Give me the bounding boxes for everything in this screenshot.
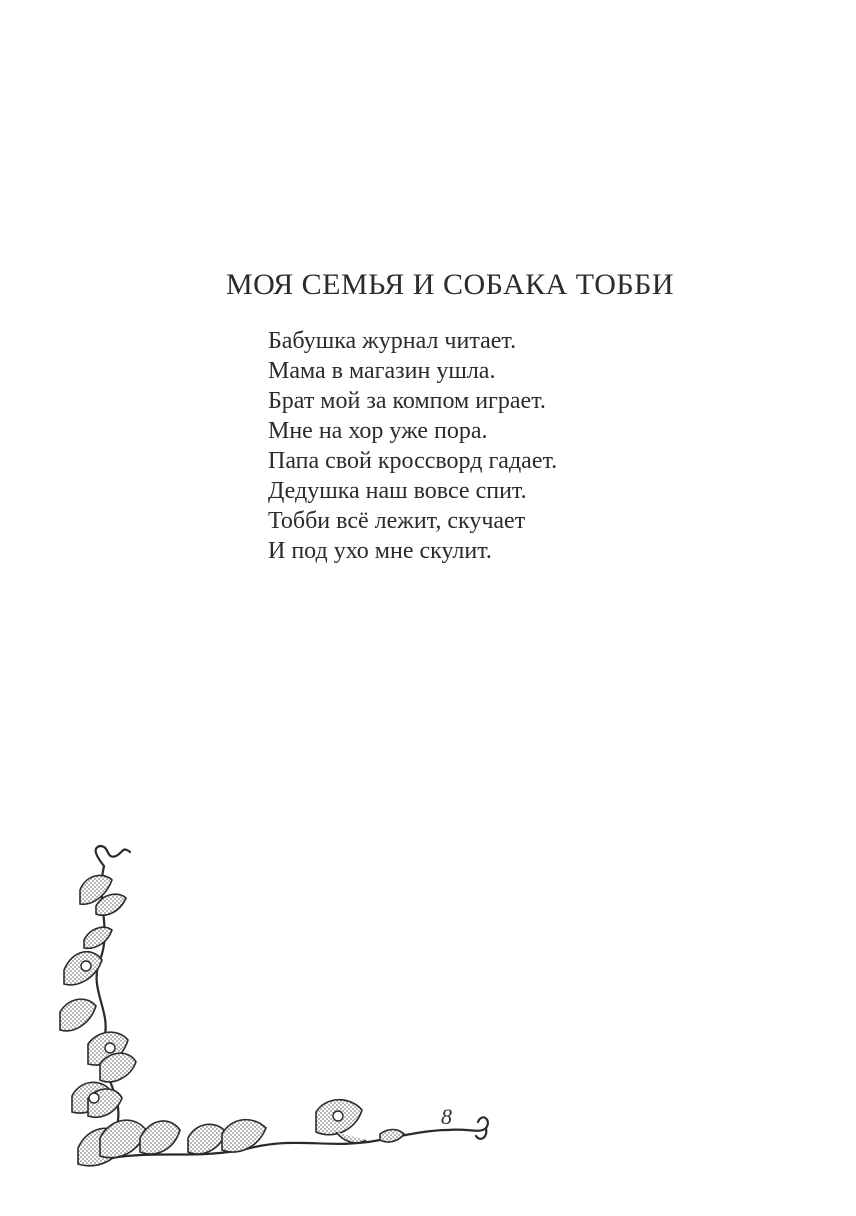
poem-line: Бабушка журнал читает. — [268, 328, 517, 354]
poem-line: Папа свой кроссворд гадает. — [268, 448, 558, 474]
poem-line: Мама в магазин ушла. — [268, 358, 496, 384]
poem-title: МОЯ СЕМЬЯ И СОБАКА ТОББИ — [225, 268, 675, 301]
poem-line: Дедушка наш вовсе спит. — [268, 478, 527, 504]
poem-line: И под ухо мне скулит. — [268, 538, 492, 564]
poem-line: Мне на хор уже пора. — [268, 418, 488, 444]
poem-line: Брат мой за компом играет. — [268, 388, 546, 414]
page-number: 8 — [441, 1104, 452, 1129]
poem-line: Тобби всё лежит, скучает — [268, 508, 526, 534]
